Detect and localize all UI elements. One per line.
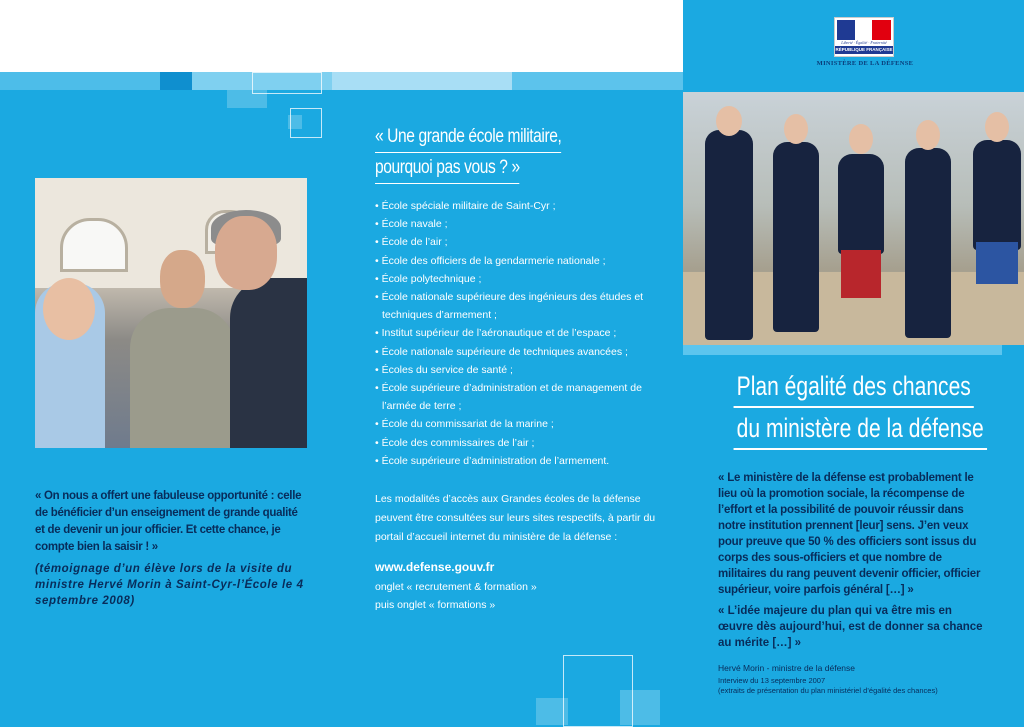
photo-underline-bar bbox=[683, 345, 1002, 355]
header-band bbox=[0, 0, 683, 72]
photo-cadets-walking bbox=[683, 92, 1024, 345]
schools-title-line1: « Une grande école militaire, bbox=[375, 122, 561, 153]
list-item: • Écoles du service de santé ; bbox=[375, 363, 513, 376]
schools-title-line2: pourquoi pas vous ? » bbox=[375, 153, 520, 184]
list-item: • École navale ; bbox=[375, 218, 448, 231]
list-item: • Institut supérieur de l’aéronautique et de l’espace ; bbox=[375, 327, 617, 340]
schools-title bbox=[375, 122, 588, 184]
list-item: • École nationale supérieure des ingénieurs des études et techniques d’armement ; bbox=[375, 291, 644, 322]
list-item: • École supérieure d’administration et de management de l’armée de terre ; bbox=[375, 382, 642, 413]
republic-logo bbox=[834, 17, 894, 57]
decor-square bbox=[536, 698, 568, 725]
student-quote-caption: (témoignage d’un élève lors de la visite du ministre Hervé Morin à Saint-Cyr-l’École le 4 septembre 2008) bbox=[35, 563, 304, 607]
list-item: • École de l’air ; bbox=[375, 236, 448, 249]
decor-strip bbox=[512, 72, 683, 90]
list-item: • École supérieure d’administration de l’armement. bbox=[375, 454, 610, 467]
list-item: • École des commissaires de l’air ; bbox=[375, 436, 535, 449]
decor-strip bbox=[0, 72, 160, 90]
decor-square bbox=[620, 690, 660, 725]
list-item: • École des officiers de la gendarmerie nationale ; bbox=[375, 254, 606, 267]
logo-republic: RÉPUBLIQUE FRANÇAISE bbox=[835, 47, 893, 52]
schools-list bbox=[375, 197, 665, 470]
decor-strip bbox=[332, 72, 512, 90]
plan-title-line1: Plan égalité des chances bbox=[734, 366, 974, 408]
tab-formations-text: puis onglet « formations » bbox=[375, 599, 496, 611]
list-item: • École polytechnique ; bbox=[375, 272, 482, 285]
source-note: (extraits de présentation du plan ministériel d’égalité des chances) bbox=[718, 686, 938, 695]
minister-quote-1: « Le ministère de la défense est probablement le lieu où la promotion sociale, la récompense de l’effort et la possibilité de pouvoir réussir dans notre institution prennent [leur] sens. J’en veux pour preuve que 50 % des officiers sont issus du corps des sous-officiers et que nombre de militaires du rang peuvent devenir officier, officier supérieur, voire parfois général […] » bbox=[718, 472, 981, 596]
list-item: • École du commissariat de la marine ; bbox=[375, 418, 554, 431]
decor-square bbox=[288, 115, 302, 129]
decor-strip bbox=[160, 72, 192, 90]
plan-title-line2: du ministère de la défense bbox=[734, 408, 987, 450]
logo-motto: Liberté · Égalité · Fraternité bbox=[841, 40, 887, 45]
ministry-label: MINISTÈRE DE LA DÉFENSE bbox=[816, 60, 914, 67]
list-item: • École spéciale militaire de Saint-Cyr ; bbox=[375, 200, 556, 212]
website-link[interactable]: www.defense.gouv.fr bbox=[375, 560, 495, 574]
list-item: • École nationale supérieure de techniques avancées ; bbox=[375, 345, 628, 358]
student-quote: « On nous a offert une fabuleuse opportunité : celle de bénéficier d’un enseignement de grande qualité et de devenir un jour officier. Et cette chance, je compte bien la saisir ! » bbox=[35, 490, 302, 553]
photo-minister-with-students bbox=[35, 178, 307, 448]
access-paragraph: Les modalités d’accès aux Grandes écoles de la défense peuvent être consultées sur leurs sites respectifs, à partir du portail d’accueil internet du ministère de la défense : bbox=[375, 493, 656, 543]
interview-date: Interview du 13 septembre 2007 bbox=[718, 676, 826, 685]
signature: Hervé Morin - ministre de la défense bbox=[718, 663, 856, 673]
minister-quote-2: « L’idée majeure du plan qui va être mis en œuvre dès aujourd’hui, est de donner sa chance au mérite […] » bbox=[718, 605, 983, 649]
tab-recruitment-text: onglet « recrutement & formation » bbox=[375, 581, 537, 593]
plan-title bbox=[734, 366, 984, 450]
decor-square bbox=[227, 90, 267, 108]
